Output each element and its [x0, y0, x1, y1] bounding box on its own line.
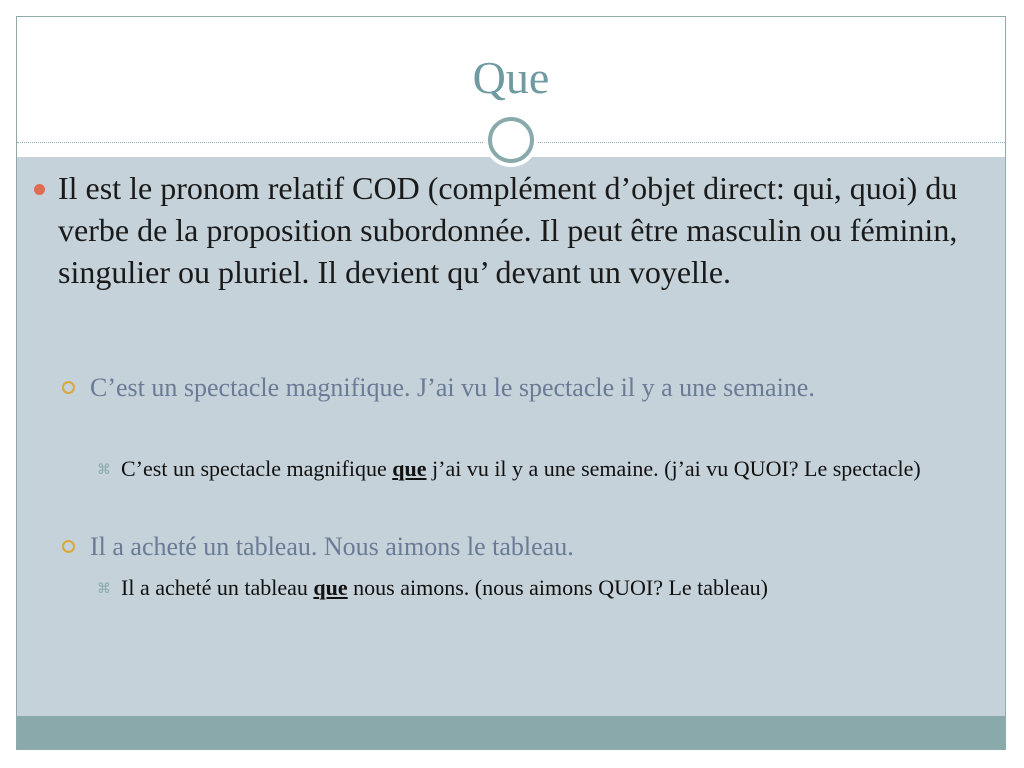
- bullet-level3-text-before: Il a acheté un tableau: [121, 575, 314, 600]
- bullet-level3-text-after: j’ai vu il y a une semaine. (j’ai vu QUOI? Le spectacle): [426, 456, 921, 481]
- bullet-level3-text-before: C’est un spectacle magnifique: [121, 456, 393, 481]
- footer-band: [17, 716, 1005, 750]
- bullet-level1-main: [58, 167, 958, 293]
- que-keyword: que: [313, 575, 348, 600]
- bullet-level2-text: Il a acheté un tableau. Nous aimons le tableau.: [90, 532, 574, 561]
- que-keyword: que: [392, 456, 427, 481]
- bullet-level3-example1: [97, 453, 961, 485]
- bullet-level2-example2: [90, 528, 950, 565]
- cross-bullet-icon: ⌘: [97, 462, 111, 478]
- ring-divider-icon: [484, 113, 538, 167]
- hollow-circle-bullet-icon: [62, 540, 75, 553]
- bullet-level1-text: Il est le pronom relatif COD (complément d’objet direct: qui, quoi) du verbe de la proposition subordonnée. Il peut être masculin ou féminin, singulier ou pluriel. Il devient qu’ devant un voyelle.: [58, 170, 958, 290]
- filled-circle-bullet-icon: [34, 184, 45, 195]
- hollow-circle-bullet-icon: [62, 381, 75, 394]
- bullet-level3-example2: [97, 572, 961, 604]
- bullet-level3-text-after: nous aimons. (nous aimons QUOI? Le tableau): [347, 575, 769, 600]
- ring-divider-inner: [488, 117, 534, 163]
- slide-title: Que: [472, 52, 550, 103]
- bullet-level2-example1: [90, 369, 950, 406]
- cross-bullet-icon: ⌘: [97, 581, 111, 597]
- bullet-level2-text: C’est un spectacle magnifique. J’ai vu le spectacle il y a une semaine.: [90, 373, 815, 402]
